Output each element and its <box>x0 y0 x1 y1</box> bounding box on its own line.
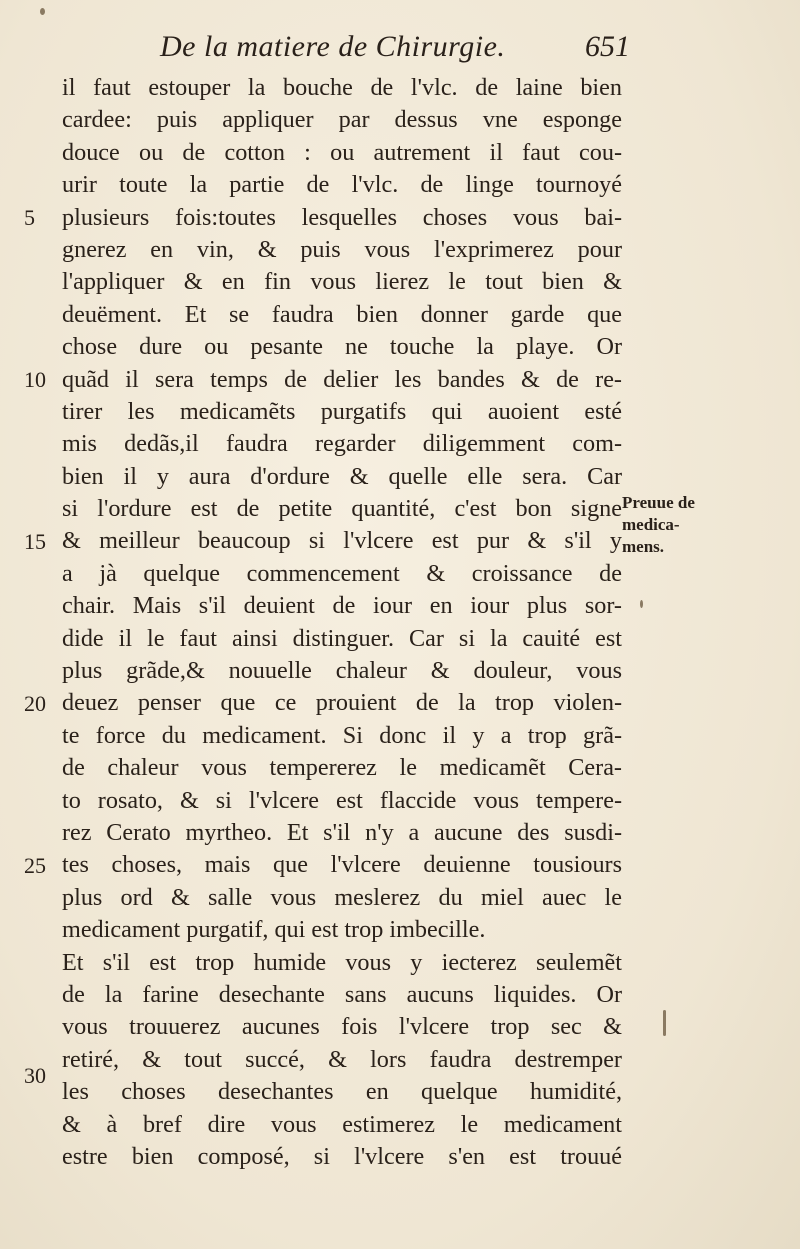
text-line: l'appliquer & en fin vous lierez le tout bien & <box>62 268 622 296</box>
text-line: a jà quelque commencement & croissance de <box>62 559 622 587</box>
body-text <box>62 72 622 1173</box>
text-line: tirer les medicamẽts purgatifs qui auoient esté <box>62 397 622 425</box>
text-line: estre bien composé, si l'vlcere s'en est trouué <box>62 1142 622 1170</box>
running-title: De la matiere de Chirurgie. <box>160 30 506 63</box>
text-line: retiré, & tout succé, & lors faudra destremper <box>62 1045 622 1073</box>
text-line: si l'ordure est de petite quantité, c'est bon signe <box>62 495 622 523</box>
text-line: de chaleur vous tempererez le medicamẽt Cera- <box>62 754 622 782</box>
line-number: 20 <box>24 691 46 716</box>
text-line: plus ord & salle vous meslerez du miel auec le <box>62 883 622 911</box>
line-number: 5 <box>24 205 35 230</box>
text-line: quãd il sera temps de delier les bandes & de re- <box>62 365 622 393</box>
text-line: & meilleur beaucoup si l'vlcere est pur & s'il y <box>62 527 622 555</box>
text-line: gnerez en vin, & puis vous l'exprimerez pour <box>62 235 622 263</box>
margin-note-line: medica- <box>622 515 680 534</box>
text-line: de la farine desechante sans aucuns liquides. Or <box>62 980 622 1008</box>
margin-note <box>622 492 732 558</box>
line-number: 10 <box>24 367 46 392</box>
text-line: deuez penser que ce prouient de la trop violen- <box>62 689 622 717</box>
text-line: douce ou de cotton : ou autrement il faut cou- <box>62 138 622 166</box>
text-line: plusieurs fois:toutes lesquelles choses vous bai- <box>62 203 622 231</box>
text-line: tes choses, mais que l'vlcere deuienne tousiours <box>62 851 622 879</box>
page-header <box>150 30 630 70</box>
text-line: urir toute la partie de l'vlc. de linge tournoyé <box>62 171 622 199</box>
text-line: chair. Mais s'il deuient de iour en iour plus sor- <box>62 592 622 620</box>
text-line: medicament purgatif, qui est trop imbecille. <box>62 916 486 944</box>
ink-speck <box>640 600 643 608</box>
text-line: dide il le faut ainsi distinguer. Car si la cauité est <box>62 624 622 652</box>
text-line: les choses desechantes en quelque humidité, <box>62 1078 622 1106</box>
text-line: deuëment. Et se faudra bien donner garde que <box>62 300 622 328</box>
text-line: Et s'il est trop humide vous y iecterez seulemẽt <box>62 948 622 976</box>
ink-speck <box>40 8 45 15</box>
text-line: plus grãde,& nouuelle chaleur & douleur, vous <box>62 657 622 685</box>
text-line: vous trouuerez aucunes fois l'vlcere trop sec & <box>62 1013 622 1041</box>
text-line: il faut estouper la bouche de l'vlc. de laine bien <box>62 74 622 101</box>
line-number: 15 <box>24 529 46 554</box>
page-number: 651 <box>585 30 630 63</box>
text-line: chose dure ou pesante ne touche la playe. Or <box>62 333 622 361</box>
text-line: mis dedãs,il faudra regarder diligemment com- <box>62 430 622 458</box>
line-number: 25 <box>24 853 46 878</box>
line-number: 30 <box>24 1063 46 1088</box>
ink-speck <box>663 1010 666 1036</box>
text-line: to rosato, & si l'vlcere est flaccide vous tempere- <box>62 786 622 814</box>
text-line: te force du medicament. Si donc il y a trop grã- <box>62 721 622 749</box>
margin-note-line: mens. <box>622 537 665 556</box>
text-line: rez Cerato myrtheo. Et s'il n'y a aucune des susdi- <box>62 818 622 846</box>
text-line: & à bref dire vous estimerez le medicament <box>62 1110 622 1138</box>
margin-note-line: Preuue de <box>622 493 695 512</box>
text-line: cardee: puis appliquer par dessus vne esponge <box>62 106 622 134</box>
text-line: bien il y aura d'ordure & quelle elle sera. Car <box>62 462 622 490</box>
